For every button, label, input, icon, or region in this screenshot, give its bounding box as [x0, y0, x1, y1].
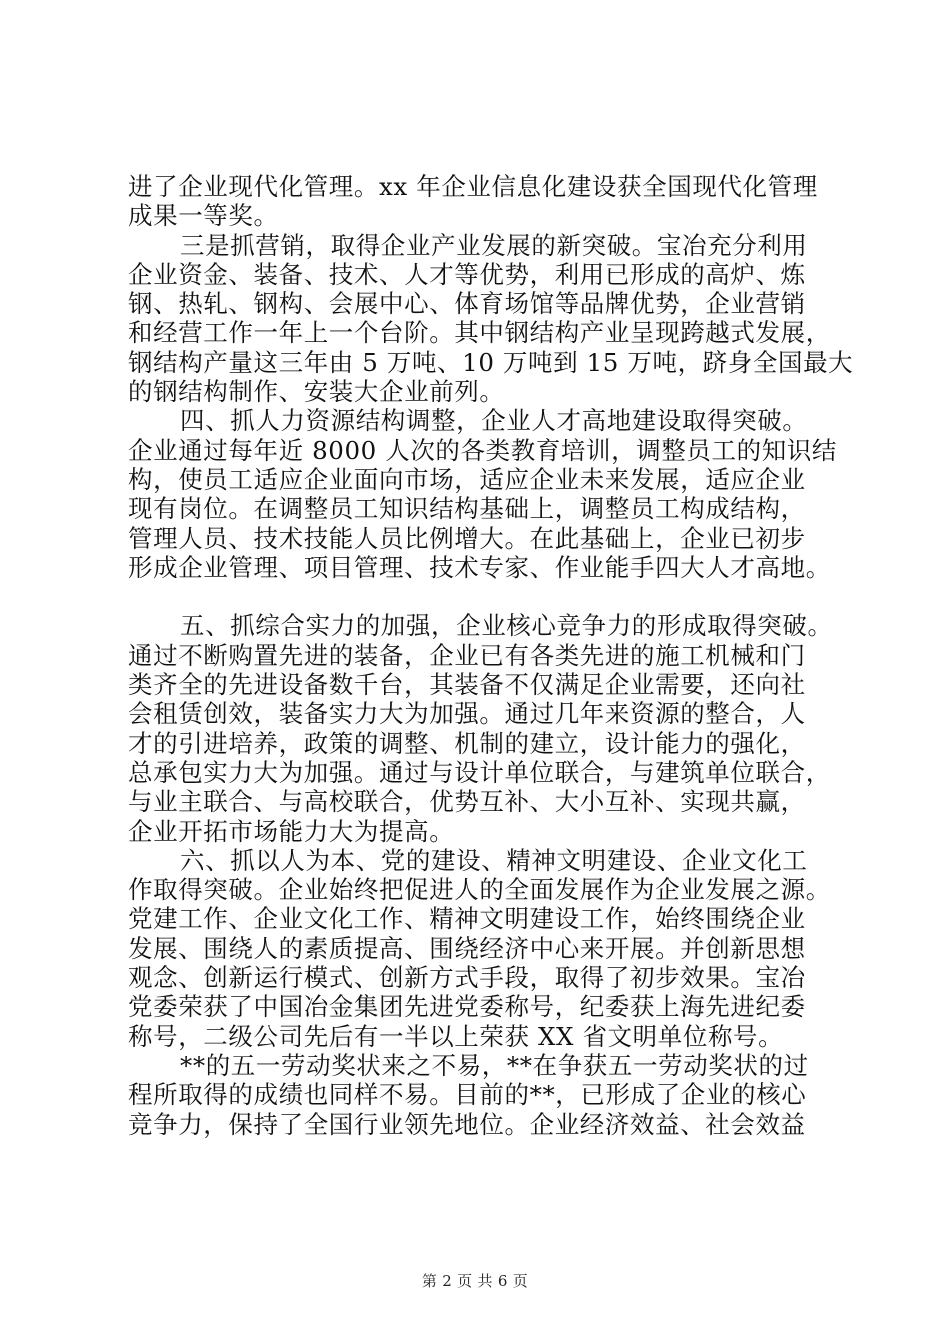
paragraph-competitiveness: [128, 611, 834, 845]
text-line: 的钢结构制作、安装大企业前列。: [128, 377, 505, 407]
text-line: 进了企业现代化管理。xx 年企业信息化建设获全国现代化管理: [128, 172, 818, 201]
text-line: 三是抓营销，取得企业产业发展的新突破。宝冶充分利用: [180, 230, 808, 260]
text-line: 党委荣获了中国冶金集团先进党委称号，纪委获上海先进纪委: [128, 992, 806, 1022]
page-footer: [0, 1271, 950, 1291]
text-line: 六、抓以人为本、党的建设、精神文明建设、企业文化工: [180, 845, 808, 875]
text-line: 现有岗位。在调整员工知识结构基础上，调整员工构成结构，: [128, 494, 806, 524]
text-line: 作取得突破。企业始终把促进人的全面发展作为企业发展之源。: [128, 875, 831, 905]
page-number: 第 2 页 共 6 页: [421, 1272, 529, 1290]
text-line: 称号，二级公司先后有一半以上荣获 XX 省文明单位称号。: [128, 1021, 784, 1051]
text-line: 形成企业管理、项目管理、技术专家、作业能手四大人才高地。: [128, 552, 831, 582]
paragraph-award: [128, 1051, 834, 1139]
text-line: 企业通过每年近 8000 人次的各类教育培训，调整员工的知识结: [128, 435, 838, 465]
text-line: 竞争力，保持了全国行业领先地位。企业经济效益、社会效益: [128, 1109, 806, 1139]
text-line: 会租赁创效，装备实力大为加强。通过几年来资源的整合，人: [128, 699, 806, 729]
text-line: 发展、围绕人的素质提高、围绕经济中心来开展。并创新思想: [128, 933, 806, 963]
text-line: 钢、热轧、钢构、会展中心、体育场馆等品牌优势，企业营销: [128, 289, 806, 319]
text-line: 程所取得的成绩也同样不易。目前的**，已形成了企业的核心: [128, 1080, 807, 1110]
text-line: 钢结构产量这三年由 5 万吨、10 万吨到 15 万吨，跻身全国最大: [128, 347, 854, 377]
paragraph-human-resources: [128, 406, 838, 582]
text-line: 类齐全的先进设备数千台，其装备不仅满足企业需要，还向社: [128, 670, 806, 700]
paragraph-marketing: [128, 230, 854, 407]
text-line: 才的引进培养，政策的调整、机制的建立，设计能力的强化，: [128, 728, 806, 758]
text-line: 党建工作、企业文化工作、精神文明建设工作，始终围绕企业: [128, 904, 806, 934]
text-line: 观念、创新运行模式、创新方式手段，取得了初步效果。宝冶: [128, 963, 806, 993]
text-line: 通过不断购置先进的装备，企业已有各类先进的施工机械和门: [128, 640, 806, 670]
text-line: 四、抓人力资源结构调整，企业人才高地建设取得突破。: [180, 406, 808, 436]
document-body: [128, 172, 854, 1139]
text-line: 企业开拓市场能力大为提高。: [128, 816, 455, 846]
text-line: 成果一等奖。: [128, 201, 279, 231]
text-line: **的五一劳动奖状来之不易，**在争获五一劳动奖状的过: [180, 1050, 809, 1080]
paragraph-gap: [128, 582, 834, 611]
text-line: 和经营工作一年上一个台阶。其中钢结构产业呈现跨越式发展，: [128, 318, 831, 348]
text-line: 五、抓综合实力的加强，企业核心竞争力的形成取得突破。: [180, 611, 833, 641]
text-line: 与业主联合、与高校联合，优势互补、大小互补、实现共赢，: [128, 787, 806, 817]
text-line: 企业资金、装备、技术、人才等优势，利用已形成的高炉、炼: [128, 259, 806, 289]
text-line: 管理人员、技术技能人员比例增大。在此基础上，企业已初步: [128, 523, 806, 553]
paragraph-continuation: [128, 172, 834, 231]
text-line: 构，使员工适应企业面向市场，适应企业未来发展，适应企业: [128, 464, 806, 494]
text-line: 总承包实力大为加强。通过与设计单位联合，与建筑单位联合，: [128, 757, 831, 787]
paragraph-culture: [128, 846, 834, 1051]
